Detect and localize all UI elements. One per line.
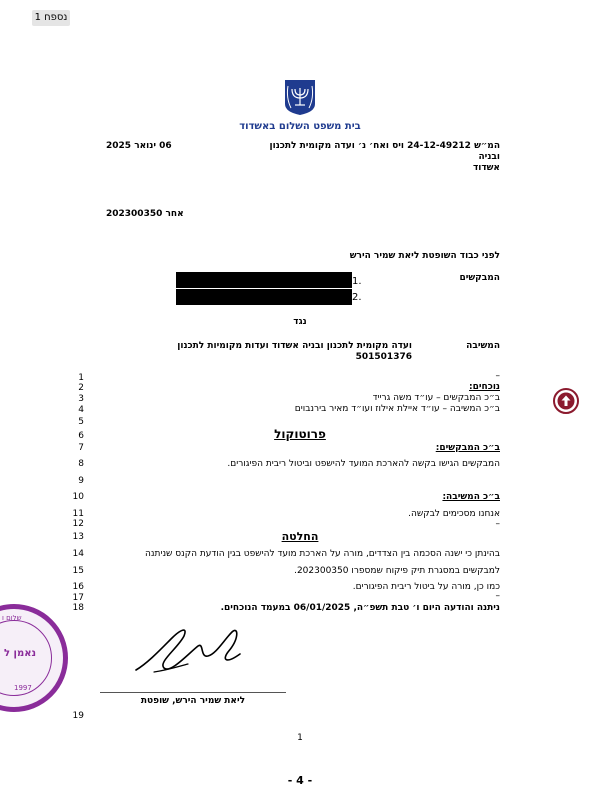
line-number: 3	[78, 394, 84, 404]
line-number: 12	[72, 519, 84, 529]
judge-signature	[128, 618, 258, 680]
respondent-reply: אנחנו מסכימים לבקשה.	[408, 509, 500, 519]
present-applicants: ב״כ המבקשים – עו״ד משה גרייד	[372, 393, 500, 403]
attachment-tag: נספח 1	[32, 10, 70, 26]
respondent-label: המשיבה	[466, 341, 500, 351]
scroll-to-top-button[interactable]	[553, 388, 579, 414]
line-dash: –	[495, 371, 500, 381]
case-date: 06 ינואר 2025	[106, 141, 172, 151]
decision-heading: החלטה	[281, 530, 319, 543]
signature-line	[100, 692, 286, 693]
court-name: בית משפט השלום באשדוד	[239, 121, 361, 132]
line-number: 18	[72, 603, 84, 613]
line-number: 7	[78, 443, 84, 453]
stamp-text-top: שלום ו	[2, 614, 22, 622]
line-number: 16	[72, 582, 84, 592]
line-number: 13	[72, 532, 84, 542]
stamp-text-mid: נאמן ל	[4, 648, 37, 659]
versus-label: נגד	[293, 317, 307, 327]
line-number: 11	[72, 509, 84, 519]
respondent-line-1: ועדה מקומית לתכנון ובניה אשדוד ועדות מקומיות לתכנון	[177, 341, 412, 351]
line-number: 8	[78, 459, 84, 469]
present-respondent: ב״כ המשיבה – עו״ד איילת אילוז ועו״ד מאיר בירנבוים	[294, 404, 500, 414]
line-number: 2	[78, 383, 84, 393]
redaction-bar-2	[176, 289, 352, 305]
respondent-counsel-heading: ב״כ המשיבה:	[442, 492, 500, 502]
respondent-name	[112, 341, 412, 363]
given-line: ניתנה והודעה היום ו׳ טבת תשפ״ה, 06/01/2025 במעמד הנוכחים.	[220, 603, 500, 613]
case-line-1: המ״ש 24-12-49212 ויס ואח׳ נ׳ ועדה מקומית לתכנון ובניה	[269, 141, 500, 162]
line-dash: –	[495, 519, 500, 529]
stamp-text-year: 1997	[14, 684, 32, 692]
line-number: 6	[78, 431, 84, 441]
decision-line-1: בהינתן כי ישנה הסכמה בין הצדדים, מורה על הארכת מועד להישפט בגין הודעת הקנס שניתנה	[145, 549, 500, 559]
present-heading: נוכחים:	[469, 382, 500, 392]
applicants-label: המבקשים	[459, 273, 500, 283]
line-number: 5	[78, 417, 84, 427]
case-title	[250, 141, 500, 174]
redaction-bar-1	[176, 272, 352, 288]
state-emblem-icon	[283, 78, 317, 116]
line-dash: –	[495, 591, 500, 601]
protocol-heading: פרוטוקול	[274, 427, 326, 441]
line-number: 4	[78, 405, 84, 415]
line-number: 14	[72, 549, 84, 559]
arrow-up-circle-icon	[555, 390, 577, 412]
line-number: 19	[72, 711, 84, 721]
applicants-counsel-heading: ב״כ המבקשים:	[435, 443, 500, 453]
other-reference: אחר 202300350	[106, 209, 184, 219]
line-number: 10	[72, 492, 84, 502]
footer-page-number: - 4 -	[287, 774, 313, 787]
case-line-2: אשדוד	[472, 163, 500, 173]
applicant-1-number: 1.	[352, 276, 362, 287]
applicant-2-number: 2.	[352, 292, 362, 303]
line-number: 9	[78, 476, 84, 486]
decision-line-3: כמו כן, מורה על ביטול ריבית הפיגורים.	[352, 582, 500, 592]
line-number: 1	[78, 373, 84, 383]
line-number: 17	[72, 593, 84, 603]
before-judge: לפני כבוד השופטת ליאת שמיר הירש	[349, 251, 500, 261]
applicants-request: המבקשים הגישו בקשה להארכת המועד להישפט וביטול ריבית הפיגורים.	[227, 459, 500, 469]
page-number: 1	[297, 733, 303, 743]
respondent-line-2: 501501376	[355, 352, 412, 362]
line-number: 15	[72, 566, 84, 576]
judge-name-caption: ליאת שמיר הירש, שופטת	[140, 696, 246, 706]
decision-line-2: למבקשים במסגרת תיק פיקוח שמספרו 202300350.	[294, 566, 500, 576]
